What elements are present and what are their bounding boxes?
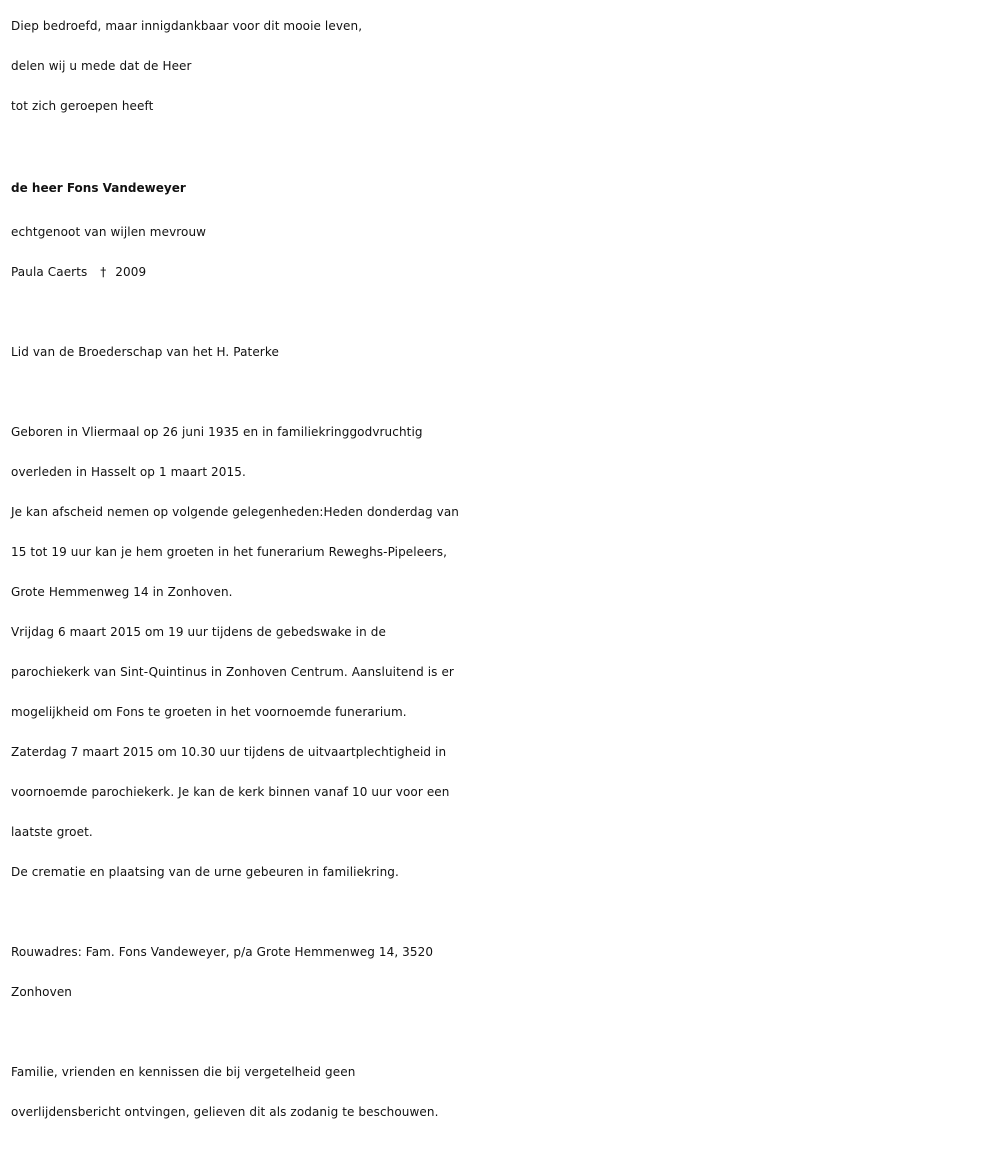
intro-line-2: delen wij u mede dat de Heer — [11, 59, 192, 73]
details-line: voornoemde parochiekerk. Je kan de kerk binnen vanaf 10 uur voor een — [11, 785, 450, 799]
spacer — [11, 1012, 1000, 1052]
deceased-name: de heer Fons Vandeweyer — [11, 181, 186, 195]
details-line: Grote Hemmenweg 14 in Zonhoven. — [11, 585, 233, 599]
intro-line-1: Diep bedroefd, maar innigdankbaar voor dit mooie leven, — [11, 19, 363, 33]
details-line: Zaterdag 7 maart 2015 om 10.30 uur tijdens de uitvaartplechtigheid in — [11, 745, 447, 759]
cross-icon: † — [100, 265, 107, 279]
details-line: parochiekerk van Sint-Quintinus in Zonhoven Centrum. Aansluitend is er — [11, 665, 454, 679]
spacer — [11, 372, 1000, 412]
closing-line-1: Familie, vrienden en kennissen die bij vergetelheid geen — [11, 1065, 356, 1079]
details-line: De crematie en plaatsing van de urne gebeuren in familiekring. — [11, 865, 399, 879]
details-line: mogelijkheid om Fons te groeten in het voornoemde funerarium. — [11, 705, 407, 719]
spouse-line: echtgenoot van wijlen mevrouw — [11, 225, 207, 239]
spouse-name-line — [11, 252, 1000, 292]
details-line: laatste groet. — [11, 825, 93, 839]
spacer — [11, 892, 1000, 932]
details-line: overleden in Hasselt op 1 maart 2015. — [11, 465, 246, 479]
details-line: Geboren in Vliermaal op 26 juni 1935 en in familiekringgodvruchtig — [11, 425, 423, 439]
closing-line-2: overlijdensbericht ontvingen, gelieven dit als zodanig te beschouwen. — [11, 1105, 439, 1119]
intro-line-3: tot zich geroepen heeft — [11, 99, 154, 113]
details-line: Je kan afscheid nemen op volgende gelegenheden:Heden donderdag van — [11, 505, 460, 519]
membership: Lid van de Broederschap van het H. Paterke — [11, 345, 279, 359]
address-line-2: Zonhoven — [11, 985, 73, 999]
details-line: 15 tot 19 uur kan je hem groeten in het funerarium Reweghs-Pipeleers, — [11, 545, 447, 559]
address-line-1: Rouwadres: Fam. Fons Vandeweyer, p/a Grote Hemmenweg 14, 3520 — [11, 945, 434, 959]
details-line: Vrijdag 6 maart 2015 om 19 uur tijdens de gebedswake in de — [11, 625, 386, 639]
spouse-name: Paula Caerts — [11, 265, 88, 279]
spacer — [11, 292, 1000, 332]
spouse-death-year: 2009 — [115, 265, 147, 279]
